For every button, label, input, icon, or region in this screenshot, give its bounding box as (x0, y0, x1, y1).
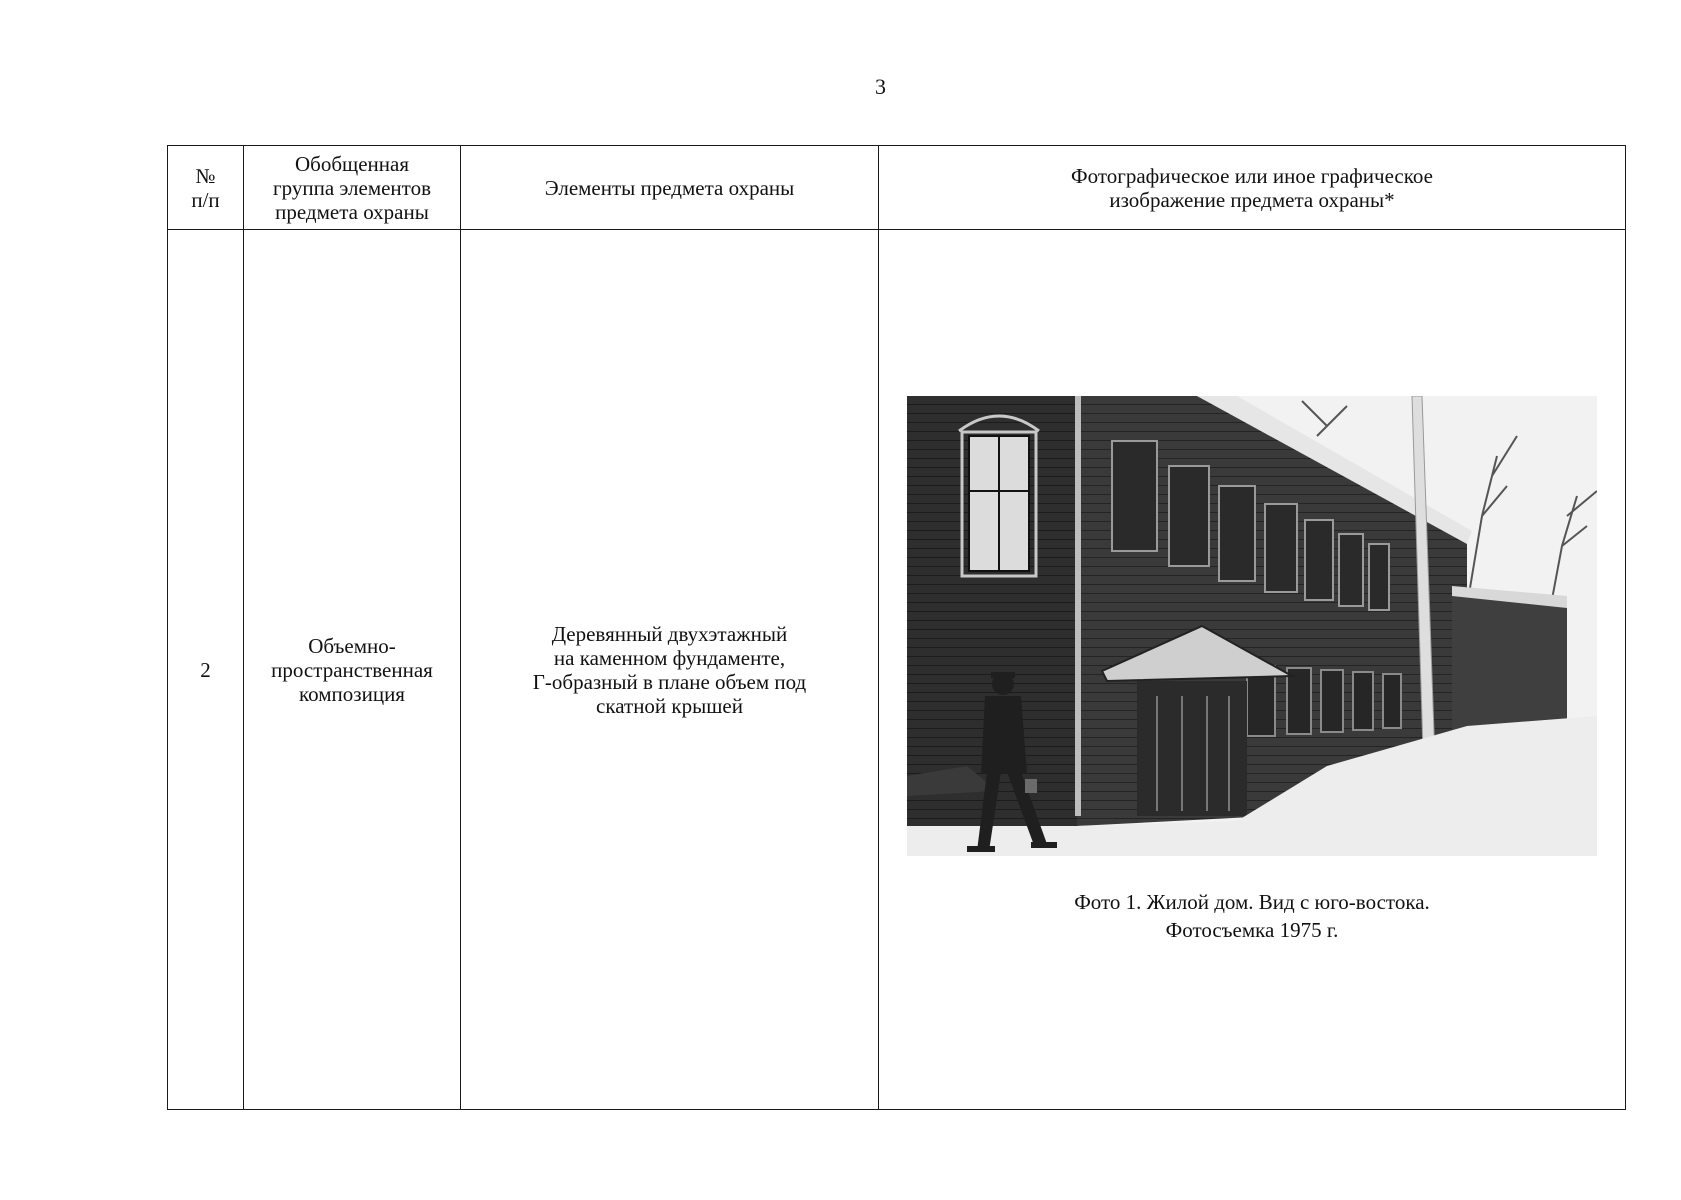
header-number (168, 146, 244, 230)
header-elements: Элементы предмета охраны (461, 146, 879, 230)
header-number-line1: № (195, 163, 216, 188)
row-elements-line2: на каменном фундаменте, (553, 645, 786, 670)
header-photo-line1: Фотографическое или иное графическое (1071, 163, 1433, 188)
row-group (244, 230, 461, 1110)
header-group (244, 146, 461, 230)
header-group-line1: Обобщенная (295, 151, 409, 176)
header-photo (879, 146, 1626, 230)
house-photo-image (907, 396, 1597, 856)
table-header-row (168, 146, 1626, 230)
photo-caption-line2: Фотосъемка 1975 г. (1165, 917, 1339, 942)
row-elements-line1: Деревянный двухэтажный (551, 621, 788, 646)
photo-caption (883, 888, 1621, 944)
protection-table (167, 145, 1626, 1110)
page-number: 3 (875, 74, 886, 99)
table-row (168, 230, 1626, 1110)
house-photo (907, 396, 1597, 856)
row-number: 2 (168, 230, 244, 1110)
row-group-line3: композиция (299, 681, 405, 706)
row-photo (879, 230, 1626, 1110)
header-number-line2: п/п (191, 187, 220, 212)
row-elements-line3: Г-образный в плане объем под (532, 669, 807, 694)
row-elements-line4: скатной крышей (596, 693, 743, 718)
row-group-line2: пространственная (271, 657, 433, 682)
row-group-line1: Объемно- (308, 633, 396, 658)
photo-caption-line1: Фото 1. Жилой дом. Вид с юго-востока. (1074, 889, 1430, 914)
header-group-line2: группа элементов (273, 175, 431, 200)
row-elements (461, 230, 879, 1110)
header-photo-line2: изображение предмета охраны* (1109, 187, 1395, 212)
header-group-line3: предмета охраны (275, 199, 429, 224)
